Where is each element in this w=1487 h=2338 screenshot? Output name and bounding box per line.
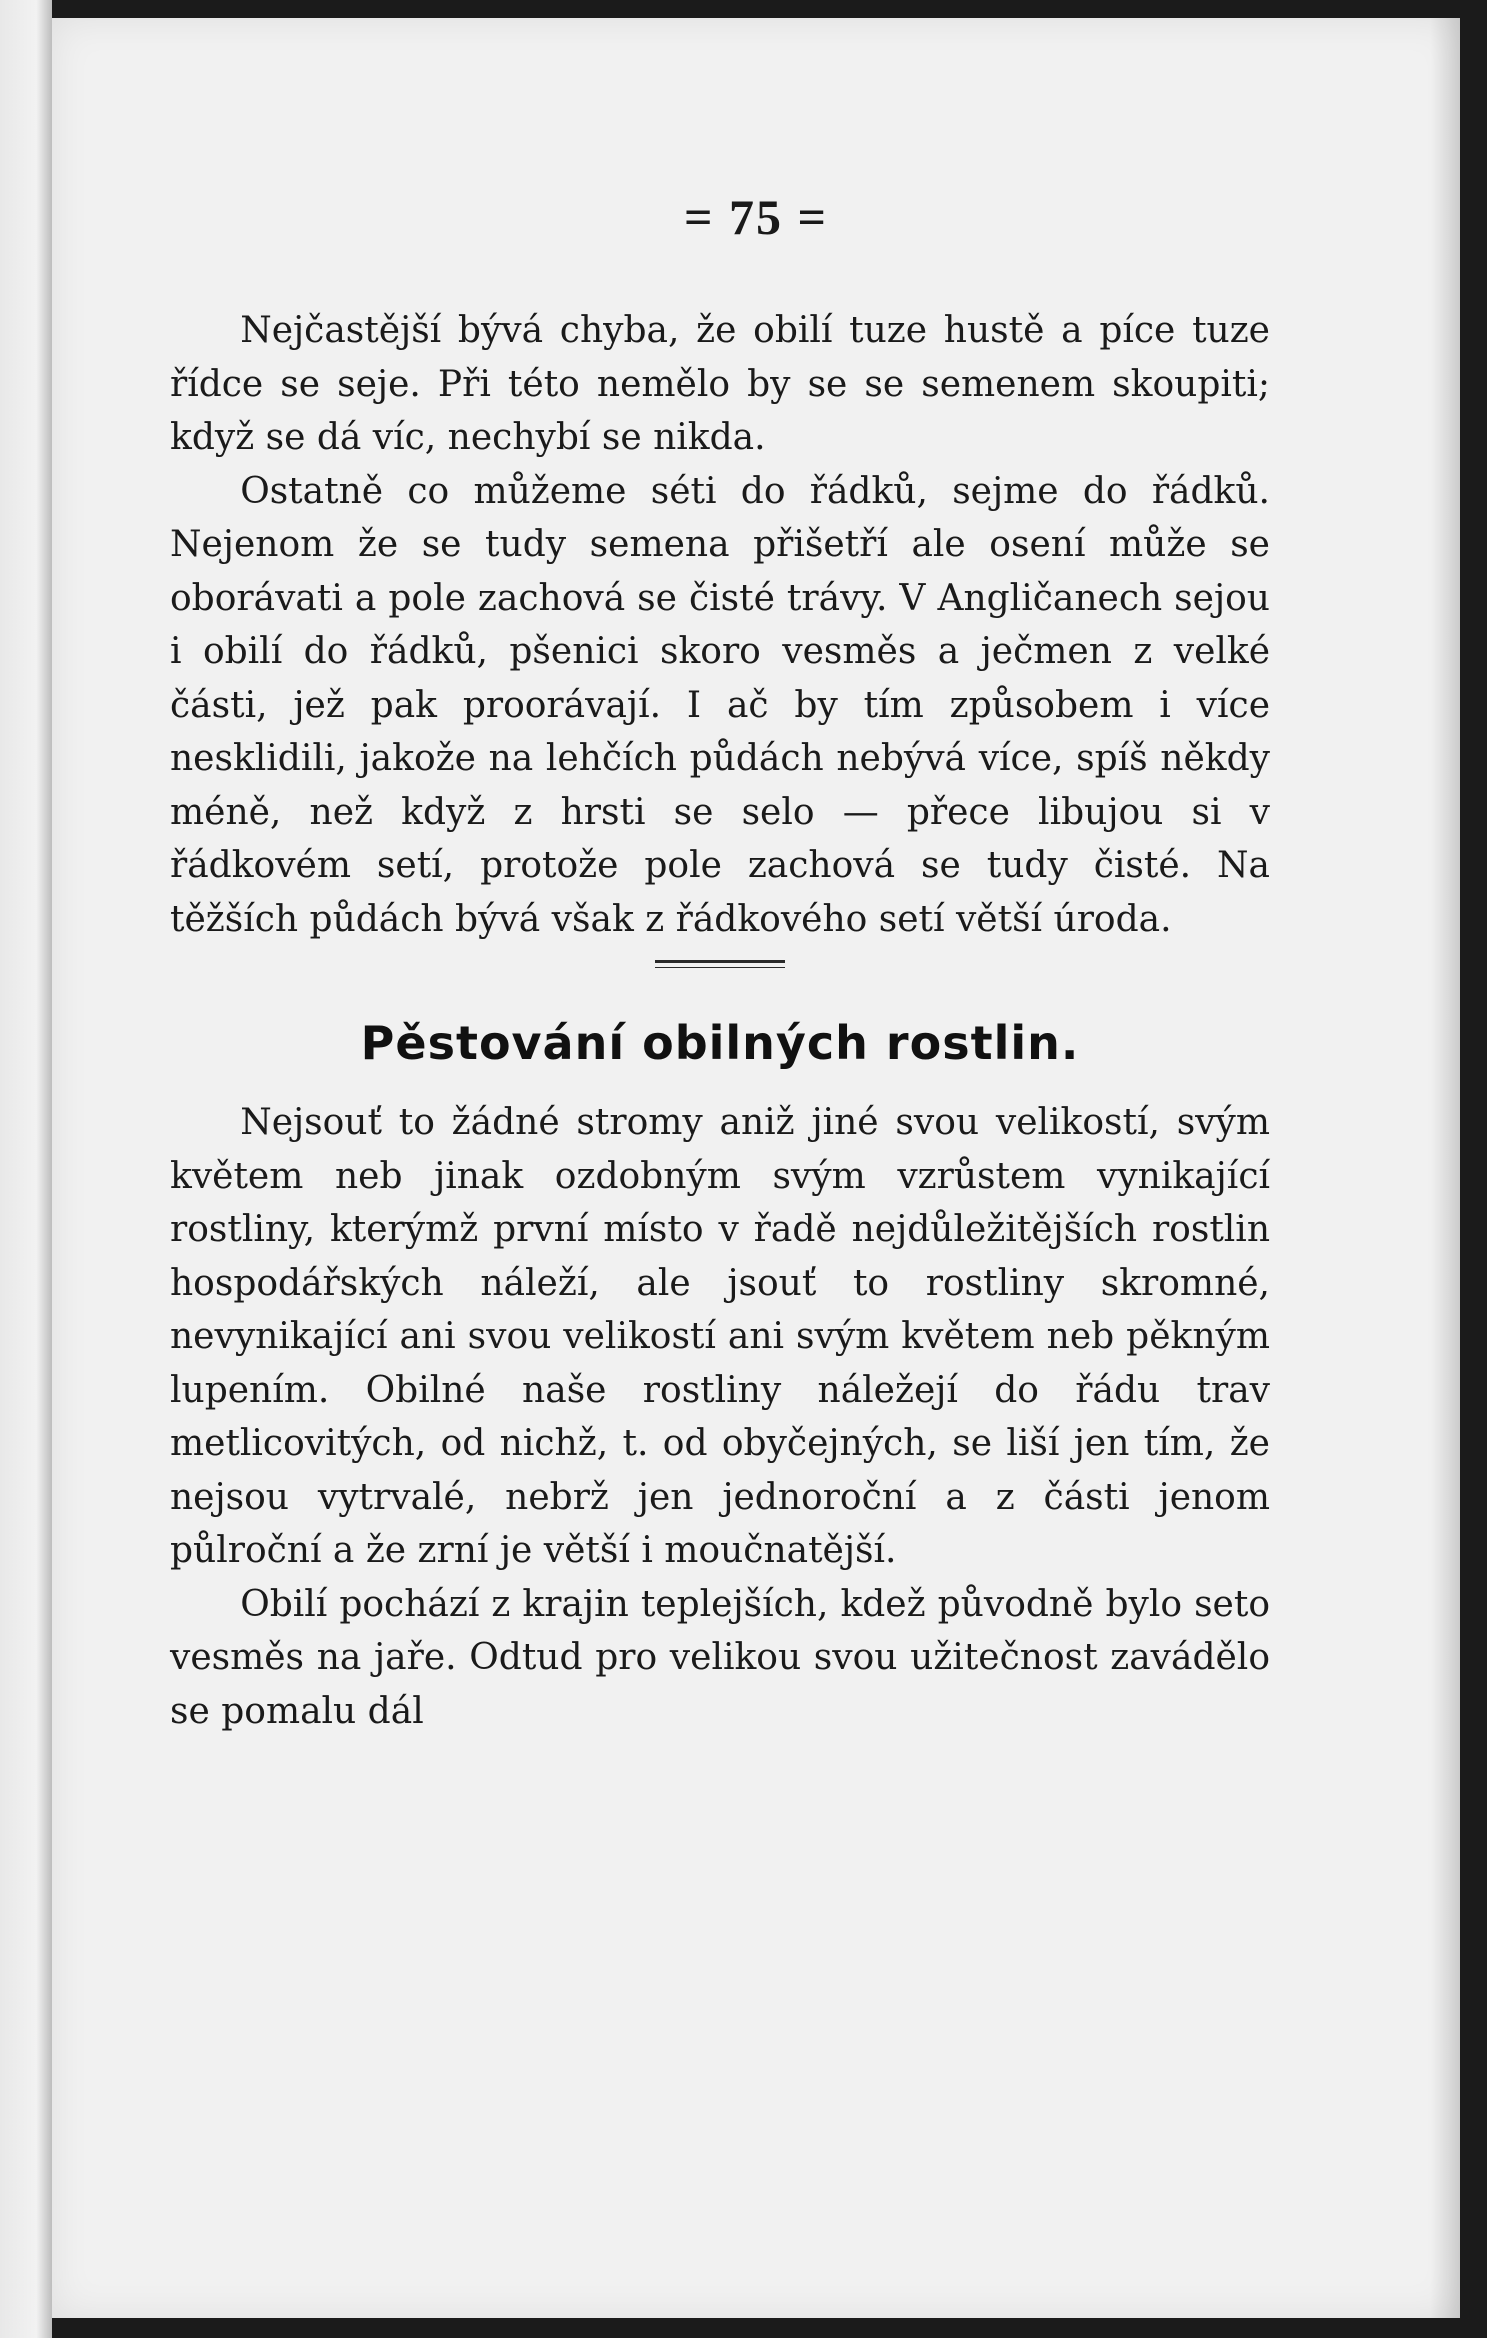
body-text: [170, 304, 1270, 1738]
page-number: = 75 =: [684, 189, 828, 245]
book-page: [52, 18, 1460, 2318]
section-divider-rule: [655, 960, 785, 968]
adjacent-page-edge: [0, 0, 52, 2338]
paragraph-row-sowing: Ostatně co můžeme séti do řádků, sejme do řádků. Nejenom že se tudy semena přišetří ale osení může se oborávati a pole zachová se čisté trávy. V Angličanech sejou i obilí do řádků, pšenici skoro vesměs a ječmen z velké části, jež pak proorávají. I ač by tím způsobem i více nesklidili, jakože na lehčích půdách nebývá více, spíš někdy méně, než když z hrsti se selo — přece libujou si v řádkovém setí, protože pole zachová se tudy čisté. Na těžších půdách bývá však z řádkového setí větší úroda.: [170, 470, 1270, 940]
paragraph-cereal-origin: Obilí pochází z krajin teplejších, kdež původně bylo seto vesměs na jaře. Odtud pro velikou svou užitečnost zavádělo se pomalu dál: [170, 1583, 1270, 1732]
paragraph-sowing-density: Nejčastější bývá chyba, že obilí tuze hustě a píce tuze řídce se seje. Při této nemělo by se se semenem skoupiti; když se dá víc, nechybí se nikda.: [170, 310, 1270, 458]
paragraph-cereal-plants: Nejsouť to žádné stromy aniž jiné svou velikostí, svým květem neb jinak ozdobným svým vzrůstem vynikající rostliny, kterýmž první místo v řadě nejdůležitějších rostlin hospodářských náleží, ale jsouť to rostliny skromné, nevynikající ani svou velikostí ani svým květem neb pěkným lupením. Obilné naše rostliny náležejí do řádu trav metlicovitých, od nichž, t. od obyčejných, se liší jen tím, že nejsou vytrvalé, nebrž jen jednoroční a z části jenom půlroční a že zrní je větší i moučnatější.: [170, 1102, 1270, 1571]
page-gutter-shadow: [1430, 18, 1460, 2318]
section-heading: Pěstování obilných rostlin.: [360, 1016, 1080, 1070]
